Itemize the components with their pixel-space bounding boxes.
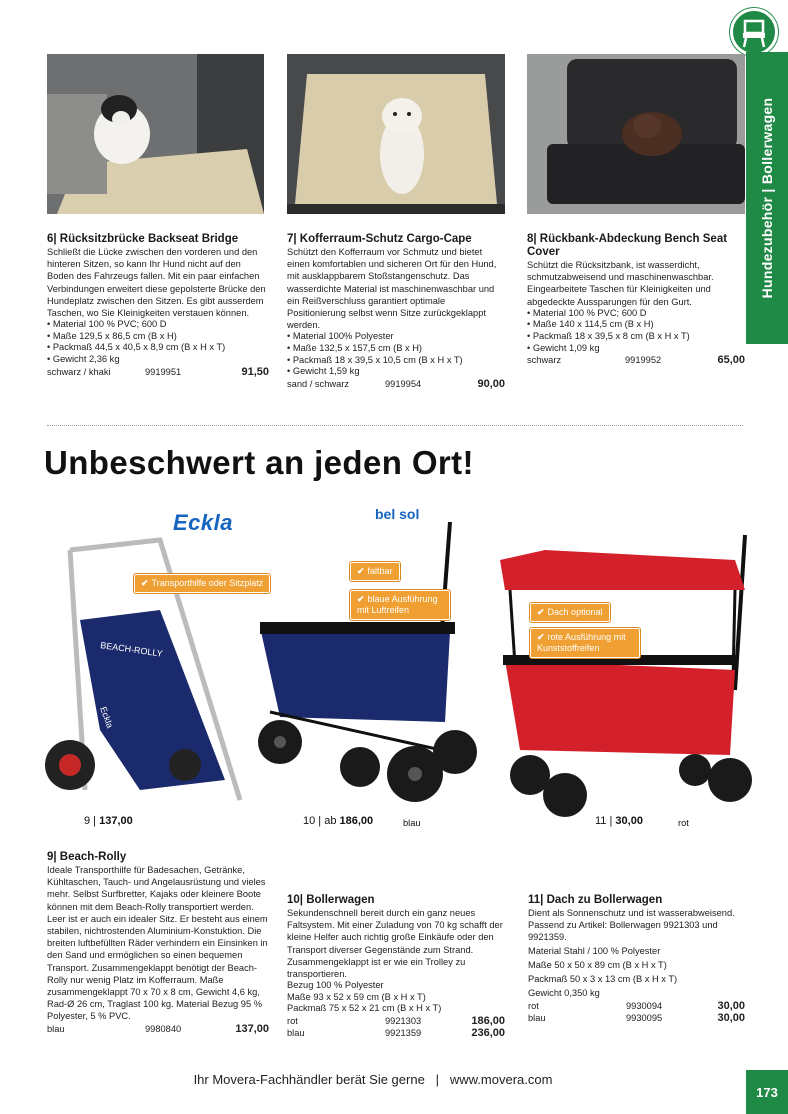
product-10-description: Sekundenschnell bereit durch ein ganz neues Faltsystem. Mit einer Zuladung von 70 kg schafft der kleine Helfer auch richtig große Einkäufe oder den Transport diverser Gegenstände zum Strand. Zusammengeklappt ist er wie ein Trolley zu transportieren. — [287, 908, 503, 980]
belsol-logo: bel sol — [375, 506, 420, 522]
price-label-9: 9 | 137,00 — [84, 815, 133, 827]
section-divider — [47, 425, 743, 426]
product-10-spec: Maße 93 x 52 x 59 cm (B x H x T) — [287, 991, 426, 1002]
product-7 — [287, 233, 505, 390]
product-6-spec: • Gewicht 2,36 kg — [47, 354, 120, 364]
product-10-price-row: blau 9921359 236,00 — [287, 1027, 505, 1039]
product-11-price-row: rot 9930094 30,00 — [528, 999, 745, 1012]
product-7-price-row: sand / schwarz 9919954 90,00 — [287, 377, 505, 390]
product-11-heading: 11| Dach zu Bollerwagen — [528, 894, 663, 906]
eckla-logo: Eckla — [173, 510, 233, 535]
product-8-price-row: schwarz 9919952 65,00 — [527, 354, 745, 367]
product-7-description: Schützt den Kofferraum vor Schmutz und bietet einen komfortablen und sicheren Ort für den Hund, mit ausklappbarem Stoßstangenschutz. Das wasserdichte Material ist maschinenwaschbar und ein Reißverschluss garantiert optimale Positionierung selbst wenn Sitze zurückgeklappt werden. — [287, 247, 497, 331]
feature-tag: ✔ faltbar — [350, 562, 400, 581]
product-8-spec: • Material 100 % PVC; 600 D — [527, 307, 647, 318]
product-8-spec: • Maße 140 x 114,5 cm (B x H) — [527, 319, 654, 330]
price-label-10-color: blau — [403, 818, 421, 828]
category-label: Hundezubehör | Bollerwagen — [759, 97, 775, 299]
product-11-spec: Material Stahl / 100 % Polyester — [528, 945, 661, 956]
product-6 — [47, 233, 269, 378]
feature-tag: ✔ rote Ausführung mit Kunststoffreifen — [530, 628, 640, 658]
eckla-print-label: Eckla — [98, 705, 116, 730]
product-photo-bench-seat-cover — [527, 54, 745, 214]
product-11-spec: Packmaß 50 x 3 x 13 cm (B x H x T) — [528, 973, 678, 984]
product-10-heading: 10| Bollerwagen — [287, 894, 375, 906]
product-9-description: Ideale Transporthilfe für Badesachen, Getränke, Kühltaschen, Tauch- und Angelausrüstung und vieles mehr. Selbst Surfbretter, Kajaks oder kleinere Boote können mit dem Beach-Rolly transportiert werden. Leer ist er auch ein idealer Sitz. Er besteht aus einem stabilen, nichtrostenden Aluminium-Konstuktion. Die breiten luftbefüllten Räder verhindern ein Einsinken in den Sand und ermöglichen so einen bequemen Transport. Zusammengeklappt benötigt der Beach-Rolly nur wenig Platz im Kofferraum. Maße zusammengeklappt 70 x 70 x 8 cm, Gewicht 4,6 kg, Rad-Ø 26 cm, Traglast 100 kg. Material Bezug 95 % Polyester, 5 % PVC. — [47, 865, 268, 1022]
feature-tag: ✔ Dach optional — [530, 603, 610, 622]
product-11-spec: Gewicht 0,350 kg — [528, 987, 600, 998]
product-9 — [47, 851, 269, 1035]
product-9-heading: 9| Beach-Rolly — [47, 851, 127, 863]
product-8-heading: 8| Rückbank-Abdeckung Bench Seat Cover — [527, 233, 728, 258]
product-6-spec: • Material 100 % PVC; 600 D — [47, 319, 167, 330]
product-8-spec: • Packmaß 18 x 39,5 x 8 cm (B x H x T) — [527, 331, 690, 341]
section-headline: Unbeschwert an jeden Ort! — [44, 444, 474, 481]
price-label-10: 10 | ab 186,00 — [303, 815, 374, 827]
feature-tag: ✔ Transporthilfe oder Sitzplatz — [134, 574, 270, 593]
product-10-price-row: rot 9921303 186,00 — [287, 1015, 505, 1027]
page-number: 173 — [746, 1070, 788, 1114]
beach-rolly-print-label: BEACH-ROLLY — [99, 640, 164, 659]
product-8-spec: • Gewicht 1,09 kg — [527, 342, 600, 353]
product-6-spec: • Packmaß 44,5 x 40,5 x 8,9 cm (B x H x T) — [47, 342, 226, 353]
product-7-spec: • Material 100% Polyester — [287, 331, 394, 342]
product-8-description: Schützt die Rücksitzbank, ist wasserdicht, schmutzabweisend und maschinenwaschbar. Eingearbeitete Taschen für Kleinigkeiten und abgedeckte Aussparungen für den Gurt. — [527, 260, 714, 307]
chair-badge-icon — [730, 8, 778, 56]
product-7-spec: • Maße 132,5 x 157,5 cm (B x H) — [287, 343, 423, 354]
feature-tag: ✔ blaue Ausführung mit Luftreifen — [350, 590, 450, 620]
product-6-price-row: schwarz / khaki 9919951 91,50 — [47, 365, 269, 378]
product-8 — [527, 233, 745, 366]
product-9-price-row: blau 9980840 137,00 — [47, 1022, 269, 1035]
product-7-heading: 7| Kofferraum-Schutz Cargo-Cape — [287, 233, 472, 245]
product-6-heading: 6| Rücksitzbrücke Backseat Bridge — [47, 233, 239, 245]
product-6-description: Schließt die Lücke zwischen den vorderen und den hinteren Sitzen, so kann Ihr Hund nicht auf den Boden des Fahrzeugs fallen. Mit ein paar einfachen Verbindungen erweitert diese gepolsterte Brücke den Hundeplatz zwischen den Sitzen. Es gibt ausserdem Taschen, wo Sie Kleinigkeiten verstauen können. — [47, 247, 266, 319]
price-label-11: 11 | 30,00 — [595, 815, 643, 827]
product-photo-cargo-cape — [287, 54, 505, 214]
footer-text: Ihr Movera-Fachhändler berät Sie gerne | www.movera.com — [193, 1072, 553, 1087]
product-10-spec: Bezug 100 % Polyester — [287, 980, 384, 991]
product-11 — [528, 894, 745, 1024]
product-11-spec: Maße 50 x 50 x 89 cm (B x H x T) — [528, 959, 667, 970]
product-10-spec: Packmaß 75 x 52 x 21 cm (B x H x T) — [287, 1003, 442, 1014]
product-6-spec: • Maße 129,5 x 86,5 cm (B x H) — [47, 330, 177, 341]
red-wagon-illustration — [495, 530, 755, 820]
product-11-price-row: blau 9930095 30,00 — [528, 1011, 745, 1024]
price-label-11-color: rot — [678, 818, 689, 828]
product-11-description: Dient als Sonnenschutz und ist wasserabweisend. Passend zu Artikel: Bollerwagen 9921303 und 9921359. — [528, 908, 735, 943]
category-side-tab — [746, 52, 788, 344]
product-10 — [287, 894, 505, 1039]
blue-wagon-illustration — [250, 512, 495, 812]
product-7-spec: • Gewicht 1,59 kg — [287, 366, 360, 377]
product-photo-backseat-bridge — [47, 54, 264, 214]
product-7-spec: • Packmaß 18 x 39,5 x 10,5 cm (B x H x T) — [287, 354, 463, 365]
